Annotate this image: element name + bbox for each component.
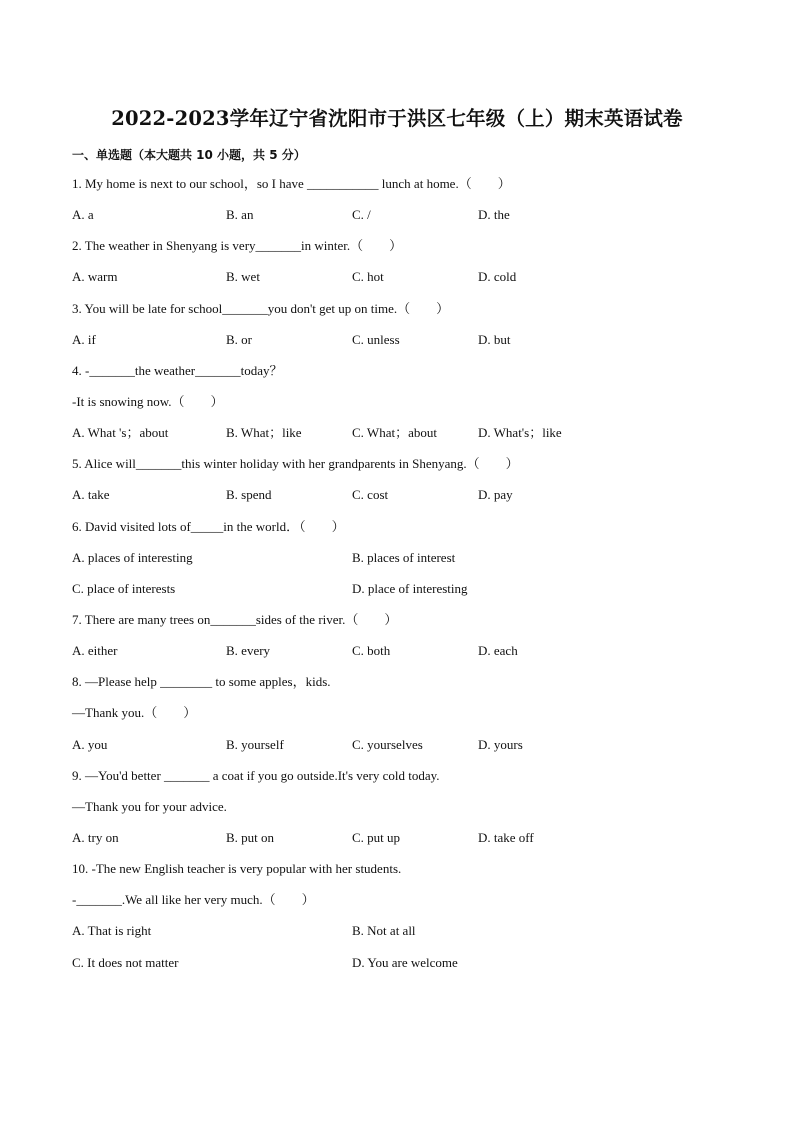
option-row xyxy=(72,202,752,233)
option-row xyxy=(72,950,752,981)
answer-option-a[interactable]: A. That is right xyxy=(72,923,152,939)
answer-option-b[interactable]: B. yourself xyxy=(226,736,284,752)
section-heading: 一、单选题（本大题共 10 小题，共 5 分） xyxy=(72,148,306,162)
question-6 xyxy=(72,514,752,607)
question-stem: 10. -The new English teacher is very popular with her students. xyxy=(72,861,402,877)
option-row xyxy=(72,545,752,576)
answer-option-b[interactable]: B. wet xyxy=(226,269,260,285)
answer-option-a[interactable]: A. try on xyxy=(72,829,119,845)
question-10 xyxy=(72,856,752,981)
question-dialogue-line: —Thank you.（ ） xyxy=(72,705,197,721)
answer-option-d[interactable]: D. cold xyxy=(478,269,517,285)
question-stem: 1. My home is next to our school，so I have ___________ lunch at home.（ ） xyxy=(72,176,511,191)
question-5 xyxy=(72,451,752,513)
question-stem: 3. You will be late for school_______you don't get up on time.（ ） xyxy=(72,300,450,316)
answer-option-c[interactable]: C. place of interests xyxy=(72,580,176,596)
answer-option-a[interactable]: A. either xyxy=(72,643,118,659)
answer-option-b[interactable]: B. places of interest xyxy=(352,549,456,565)
question-stem: 6. David visited lots of_____in the world．（ ） xyxy=(72,518,345,534)
answer-option-b[interactable]: B. What；like xyxy=(226,425,302,441)
question-7 xyxy=(72,607,752,669)
question-stem: 9. —You'd better _______ a coat if you go outside.It's very cold today. xyxy=(72,767,440,783)
question-stem: 7. There are many trees on_______sides of the river.（ ） xyxy=(72,611,398,627)
answer-option-a[interactable]: A. a xyxy=(72,207,94,223)
answer-option-c[interactable]: C. put up xyxy=(352,829,401,845)
answer-option-c[interactable]: C. yourselves xyxy=(352,736,423,752)
answer-option-b[interactable]: B. every xyxy=(226,643,271,659)
question-1 xyxy=(72,171,752,233)
question-stem: 2. The weather in Shenyang is very_______in winter.（ ） xyxy=(72,238,403,254)
question-stem: 4. -_______the weather_______today？ xyxy=(72,362,283,378)
answer-option-b[interactable]: B. put on xyxy=(226,829,275,845)
question-4 xyxy=(72,358,752,451)
option-row xyxy=(72,825,752,856)
answer-option-a[interactable]: A. if xyxy=(72,331,96,347)
answer-option-d[interactable]: D. You are welcome xyxy=(352,954,458,970)
question-list xyxy=(72,171,752,981)
answer-option-a[interactable]: A. What 's；about xyxy=(72,425,169,441)
question-stem: 8. —Please help ________ to some apples，kids. xyxy=(72,674,331,690)
answer-option-d[interactable]: D. but xyxy=(478,331,511,347)
answer-option-b[interactable]: B. spend xyxy=(226,487,272,503)
question-dialogue-line: -_______.We all like her very much.（ ） xyxy=(72,892,315,908)
question-dialogue-line: —Thank you for your advice. xyxy=(72,798,227,814)
answer-option-c[interactable]: C. unless xyxy=(352,331,400,347)
answer-option-c[interactable]: C. cost xyxy=(352,487,389,503)
option-row xyxy=(72,576,752,607)
answer-option-b[interactable]: B. or xyxy=(226,331,252,347)
question-8 xyxy=(72,669,752,762)
answer-option-a[interactable]: A. you xyxy=(72,736,108,752)
question-dialogue-line: -It is snowing now.（ ） xyxy=(72,393,224,409)
answer-option-c[interactable]: C. hot xyxy=(352,269,384,285)
option-row xyxy=(72,264,752,295)
answer-option-a[interactable]: A. places of interesting xyxy=(72,549,193,565)
answer-option-b[interactable]: B. an xyxy=(226,207,254,223)
option-row xyxy=(72,327,752,358)
answer-option-d[interactable]: D. each xyxy=(478,643,518,659)
exam-title: 2022-2023学年辽宁省沈阳市于洪区七年级（上）期末英语试卷 xyxy=(111,107,683,130)
question-2 xyxy=(72,233,752,295)
answer-option-d[interactable]: D. yours xyxy=(478,736,523,752)
answer-option-d[interactable]: D. pay xyxy=(478,487,513,503)
answer-option-b[interactable]: B. Not at all xyxy=(352,923,416,939)
answer-option-d[interactable]: D. What's；like xyxy=(478,425,562,441)
answer-option-d[interactable]: D. place of interesting xyxy=(352,580,468,596)
option-row xyxy=(72,732,752,763)
answer-option-c[interactable]: C. It does not matter xyxy=(72,954,179,970)
answer-option-c[interactable]: C. both xyxy=(352,643,391,659)
question-stem: 5. Alice will_______this winter holiday with her grandparents in Shenyang.（ ） xyxy=(72,456,519,472)
answer-option-a[interactable]: A. warm xyxy=(72,269,118,285)
answer-option-d[interactable]: D. take off xyxy=(478,829,534,845)
question-9 xyxy=(72,763,752,856)
answer-option-a[interactable]: A. take xyxy=(72,487,110,503)
answer-option-d[interactable]: D. the xyxy=(478,207,510,223)
answer-option-c[interactable]: C. / xyxy=(352,207,371,223)
option-row xyxy=(72,482,752,513)
option-row xyxy=(72,918,752,949)
question-3 xyxy=(72,296,752,358)
answer-option-c[interactable]: C. What；about xyxy=(352,425,437,441)
option-row xyxy=(72,638,752,669)
option-row xyxy=(72,420,752,451)
